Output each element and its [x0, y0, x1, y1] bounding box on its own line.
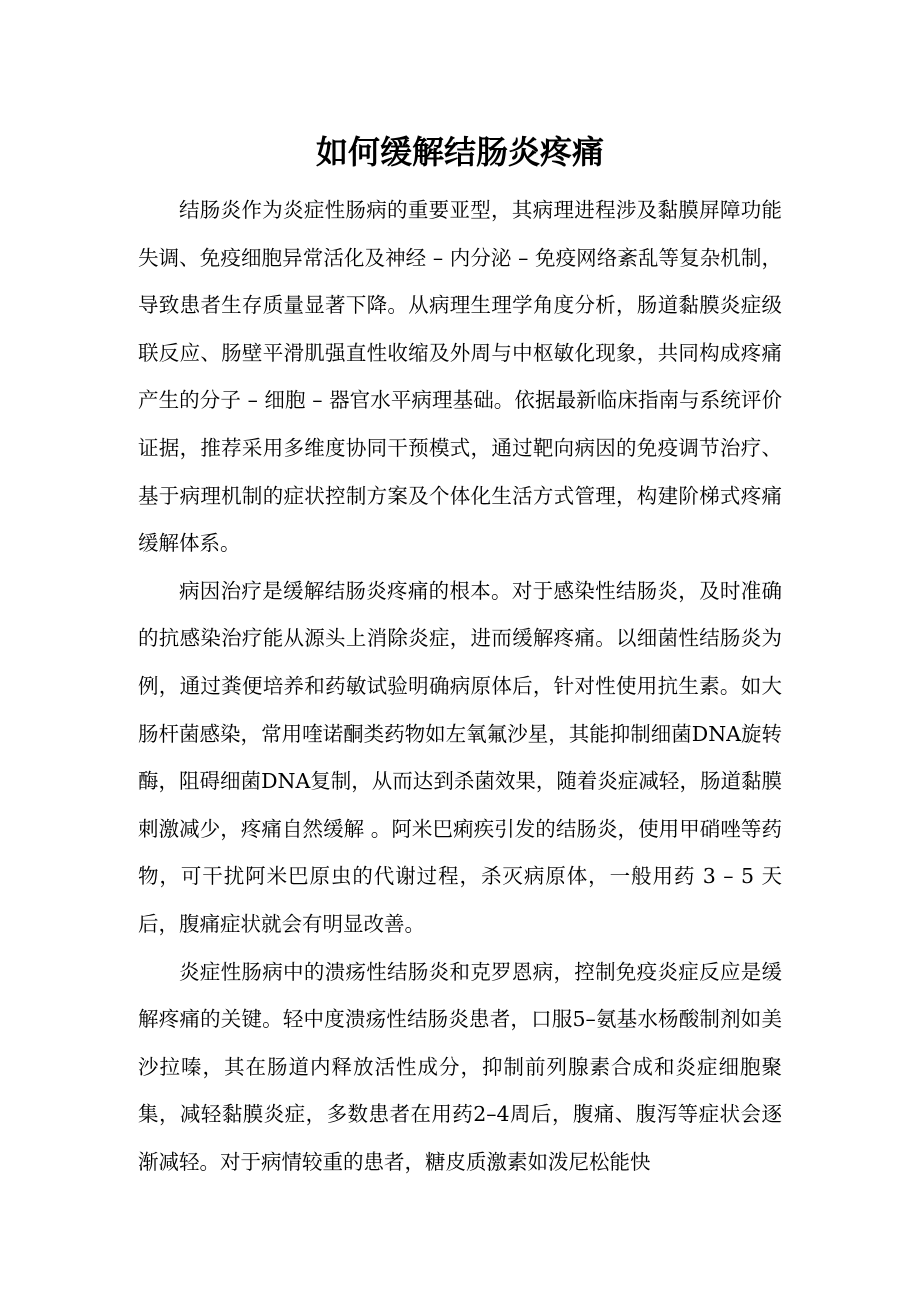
paragraph-etiology-treatment: 病因治疗是缓解结肠炎疼痛的根本。对于感染性结肠炎，及时准确的抗感染治疗能从源头上消除炎症，进而缓解疼痛。以细菌性结肠炎为例，通过粪便培养和药敏试验明确病原体后，针对性使用抗生素。如大肠杆菌感染，常用喹诺酮类药物如左氧氟沙星，其能抑制细菌DNA旋转酶，阻碍细菌DNA复制，从而达到杀菌效果，随着炎症减轻，肠道黏膜刺激减少，疼痛自然缓解 。阿米巴痢疾引发的结肠炎，使用甲硝唑等药物，可干扰阿米巴原虫的代谢过程，杀灭病原体，一般用药 3 – 5 天后，腹痛症状就会有明显改善。 — [138, 578, 782, 936]
paragraph-ibd-treatment: 炎症性肠病中的溃疡性结肠炎和克罗恩病，控制免疫炎症反应是缓解疼痛的关键。轻中度溃疡性结肠炎患者，口服5–氨基水杨酸制剂如美沙拉嗪，其在肠道内释放活性成分，抑制前列腺素合成和炎症细胞聚集，减轻黏膜炎症，多数患者在用药2–4周后，腹痛、腹泻等症状会逐渐减轻。对于病情较重的患者，糖皮质激素如泼尼松能快 — [138, 959, 782, 1174]
paragraph-intro: 结肠炎作为炎症性肠病的重要亚型，其病理进程涉及黏膜屏障功能失调、免疫细胞异常活化及神经 – 内分泌 – 免疫网络紊乱等复杂机制，导致患者生存质量显著下降。从病理生理学角度分析，肠道黏膜炎症级联反应、肠壁平滑肌强直性收缩及外周与中枢敏化现象，共同构成疼痛产生的分子 – 细胞 – 器官水平病理基础。依据最新临床指南与系统评价证据，推荐采用多维度协同干预模式，通过靶向病因的免疫调节治疗、基于病理机制的症状控制方案及个体化生活方式管理，构建阶梯式疼痛缓解体系。 — [138, 198, 782, 556]
document-title: 如何缓解结肠炎疼痛 — [315, 133, 604, 171]
document-body — [138, 187, 782, 1186]
